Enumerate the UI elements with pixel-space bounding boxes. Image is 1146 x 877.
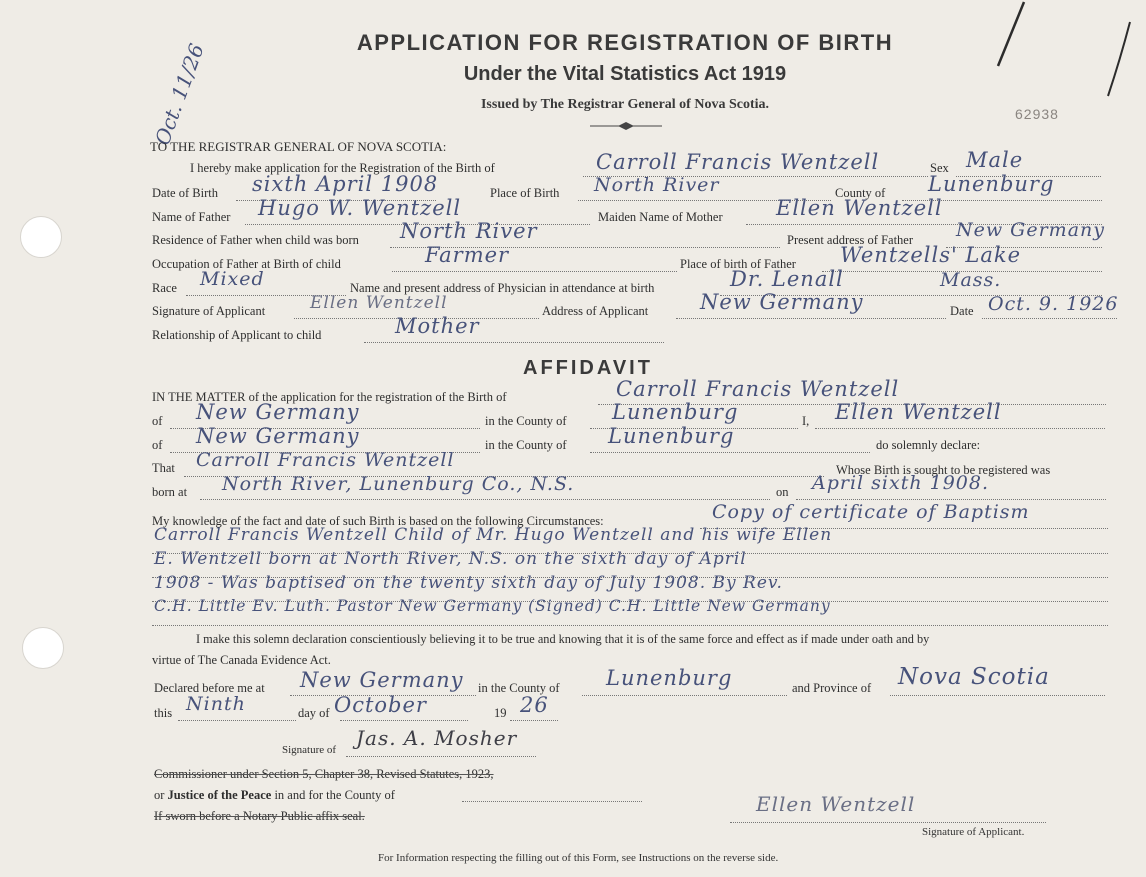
whose-birth-label: Whose Birth is sought to be registered was — [836, 463, 1051, 477]
mother-value: Ellen Wentzell — [776, 196, 943, 220]
physician-value: Dr. Lenall — [730, 267, 844, 291]
father-value: Hugo W. Wentzell — [258, 196, 462, 220]
residence-value: North River — [400, 219, 538, 243]
day-line — [178, 720, 296, 721]
residence-label: Residence of Father when child was born — [152, 233, 359, 247]
applicant-signature-line — [730, 822, 1046, 823]
relationship-label: Relationship of Applicant to child — [152, 328, 322, 342]
justice-county-line — [462, 801, 642, 802]
county-value-2: Lunenburg — [608, 424, 735, 448]
affidavit-heading: AFFIDAVIT — [523, 357, 653, 379]
solemn-declaration-line-1: I make this solemn declaration conscientiously believing it to be true and knowing that it is of the same force and effect as if made under oath and by — [196, 632, 930, 646]
form-subtitle: Under the Vital Statistics Act 1919 — [463, 63, 787, 85]
born-at-label: born at — [152, 485, 188, 499]
occupation-line — [392, 271, 677, 272]
of-label-2: of — [152, 438, 163, 452]
of-value-2: New Germany — [196, 424, 360, 448]
pob-value: North River — [594, 174, 720, 196]
present-address-label: Present address of Father — [787, 233, 914, 247]
circumstance-line-5: C.H. Little Ev. Luth. Pastor New Germany (Signed) C.H. Little New Germany — [154, 597, 831, 615]
declared-county-value: Lunenburg — [606, 666, 733, 690]
this-label: this — [154, 706, 173, 720]
dob-value: sixth April 1908 — [252, 172, 439, 196]
circumstance-line-3: E. Wentzell born at North River, N.S. on the sixth day of April — [154, 549, 747, 569]
of-label-1: of — [152, 414, 163, 428]
county-label-1: in the County of — [485, 414, 567, 428]
justice-line — [154, 788, 395, 803]
date-label: Date — [950, 304, 974, 318]
applicant-signature-caption: Signature of Applicant. — [922, 826, 1025, 838]
county-label: County of — [835, 186, 886, 200]
sex-label: Sex — [930, 161, 949, 175]
circumstance-line-4: 1908 - Was baptised on the twenty sixth day of July 1908. By Rev. — [154, 573, 783, 593]
born-on-line — [796, 499, 1106, 500]
declared-county-label: in the County of — [478, 681, 560, 695]
that-label: That — [152, 461, 175, 475]
date-value: Oct. 9. 1926 — [988, 293, 1119, 315]
justice-of-peace-label: Justice of the Peace — [167, 788, 272, 802]
declared-label: Declared before me at — [154, 681, 265, 695]
county-label-2: in the County of — [485, 438, 567, 452]
date-line — [982, 318, 1117, 319]
father-pob-label: Place of birth of Father — [680, 257, 796, 271]
race-value: Mixed — [200, 268, 265, 290]
physician-address-value: Mass. — [940, 269, 1002, 291]
notary-line: If sworn before a Notary Public affix seal. — [154, 809, 365, 823]
declare-label: do solemnly declare: — [876, 438, 981, 452]
matter-label: IN THE MATTER of the application for the registration of the Birth of — [152, 390, 507, 404]
declared-county-line — [582, 695, 787, 696]
addressee-line: TO THE REGISTRAR GENERAL OF NOVA SCOTIA: — [150, 139, 447, 154]
day-of-label: day of — [298, 706, 330, 720]
occupation-label: Occupation of Father at Birth of child — [152, 257, 341, 271]
commissioner-signature-value: Jas. A. Mosher — [356, 726, 518, 750]
physician-label: Name and present address of Physician in attendance at birth — [350, 281, 655, 295]
pob-label: Place of Birth — [490, 186, 560, 200]
father-label: Name of Father — [152, 210, 231, 224]
year-suffix-value: 26 — [520, 693, 549, 717]
punch-hole-bottom — [22, 627, 64, 669]
solemn-declaration-line-2: virtue of The Canada Evidence Act. — [152, 653, 331, 667]
month-line — [340, 720, 468, 721]
signature-label: Signature of Applicant — [152, 304, 266, 318]
day-value: Ninth — [186, 693, 246, 715]
signature-value: Ellen Wentzell — [310, 293, 448, 313]
month-value: October — [334, 693, 427, 717]
signature-of-label: Signature of — [282, 744, 337, 756]
present-address-value: New Germany — [956, 219, 1105, 241]
punch-hole-top — [20, 216, 62, 258]
declared-at-value: New Germany — [300, 668, 464, 692]
county-value-1: Lunenburg — [612, 400, 739, 424]
relationship-line — [364, 342, 664, 343]
footer-note: For Information respecting the filling out of this Form, see Instructions on the reverse side. — [378, 852, 779, 864]
commissioner-line: Commissioner under Section 5, Chapter 38, Revised Statutes, 1923, — [154, 767, 494, 781]
of-value-1: New Germany — [196, 400, 360, 424]
father-pob-value: Wentzells' Lake — [840, 243, 1022, 267]
address-value: New Germany — [700, 290, 864, 314]
province-label: and Province of — [792, 681, 872, 695]
commissioner-signature-line — [346, 756, 536, 757]
circumstance-line-1: Copy of certificate of Baptism — [712, 501, 1030, 523]
address-line — [676, 318, 946, 319]
title-ornament — [590, 122, 662, 130]
form-title: APPLICATION FOR REGISTRATION OF BIRTH — [356, 30, 894, 55]
address-label: Address of Applicant — [542, 304, 649, 318]
intro-label: I hereby make application for the Registration of the Birth of — [190, 161, 495, 175]
born-on-label: on — [776, 485, 789, 499]
county-value: Lunenburg — [928, 172, 1055, 196]
occupation-value: Farmer — [425, 243, 510, 267]
registration-number-stamp: 62938 — [1015, 106, 1059, 122]
justice-line-or: or — [154, 788, 165, 802]
margin-note: Oct. 11/26 — [150, 40, 209, 149]
county-line-2 — [590, 452, 870, 453]
matter-name-value: Carroll Francis Wentzell — [616, 377, 900, 401]
circumstance-line-2: Carroll Francis Wentzell Child of Mr. Hugo Wentzell and his wife Ellen — [154, 525, 833, 545]
born-on-value: April sixth 1908. — [812, 472, 990, 494]
born-at-value: North River, Lunenburg Co., N.S. — [222, 473, 575, 495]
year-prefix: 19 — [494, 706, 507, 720]
born-at-line — [200, 499, 770, 500]
province-value: Nova Scotia — [898, 664, 1050, 690]
year-line — [510, 720, 558, 721]
declarant-line — [815, 428, 1105, 429]
knowledge-label: My knowledge of the fact and date of such Birth is based on the following Circumstances: — [152, 514, 604, 528]
declarant-value: Ellen Wentzell — [835, 400, 1002, 424]
dob-label: Date of Birth — [152, 186, 218, 200]
child-name-value: Carroll Francis Wentzell — [596, 150, 880, 174]
circumstance-rule-5 — [152, 625, 1108, 626]
mother-label: Maiden Name of Mother — [598, 210, 723, 224]
i-label: I, — [802, 414, 810, 428]
sex-value: Male — [966, 148, 1024, 172]
that-name-value: Carroll Francis Wentzell — [196, 449, 455, 471]
province-line — [890, 695, 1105, 696]
applicant-signature-value: Ellen Wentzell — [756, 792, 916, 816]
race-label: Race — [152, 281, 177, 295]
relationship-value: Mother — [395, 314, 480, 338]
form-issuer: Issued by The Registrar General of Nova Scotia. — [480, 97, 770, 112]
justice-county-label: in and for the County of — [274, 788, 395, 802]
